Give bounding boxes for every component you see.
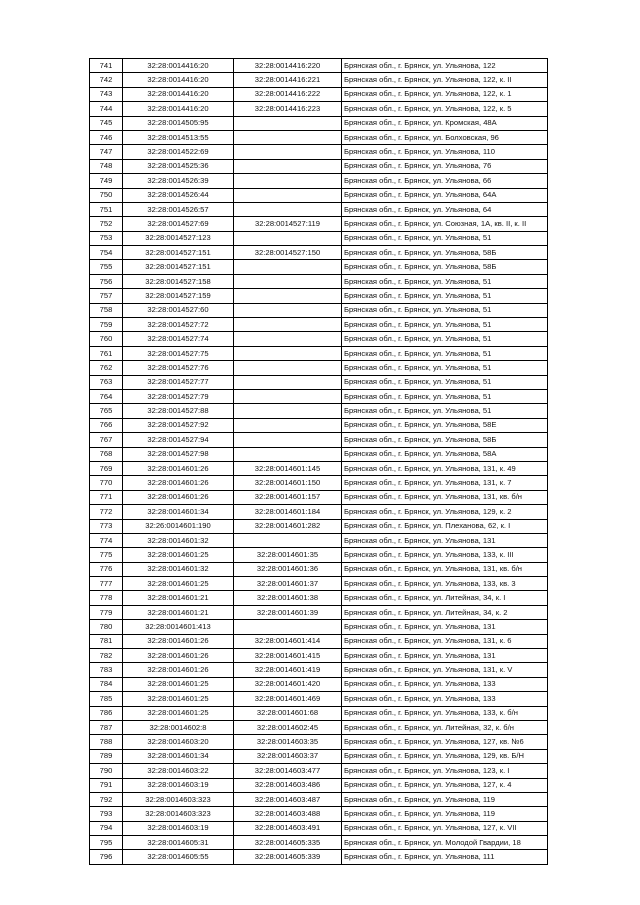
row-number: 786 — [90, 706, 123, 720]
parcel-cadastral-number: 32:28:0014601:25 — [123, 706, 234, 720]
address: Брянская обл., г. Брянск, ул. Ульянова, 131, кв. б/н — [342, 562, 548, 576]
row-number: 790 — [90, 764, 123, 778]
parcel-cadastral-number: 32:28:0014526:57 — [123, 202, 234, 216]
object-cadastral-number — [234, 375, 342, 389]
row-number: 743 — [90, 87, 123, 101]
object-cadastral-number — [234, 318, 342, 332]
object-cadastral-number: 32:28:0014601:37 — [234, 577, 342, 591]
object-cadastral-number: 32:28:0014527:150 — [234, 246, 342, 260]
table-row — [90, 735, 548, 749]
parcel-cadastral-number: 32:28:0014603:20 — [123, 735, 234, 749]
row-number: 779 — [90, 605, 123, 619]
object-cadastral-number — [234, 116, 342, 130]
row-number: 750 — [90, 188, 123, 202]
object-cadastral-number — [234, 346, 342, 360]
row-number: 789 — [90, 749, 123, 763]
parcel-cadastral-number: 32:28:0014605:55 — [123, 850, 234, 864]
address: Брянская обл., г. Брянск, ул. Ульянова, 127, к. VII — [342, 821, 548, 835]
object-cadastral-number: 32:28:0014601:150 — [234, 476, 342, 490]
address: Брянская обл., г. Брянск, ул. Ульянова, 51 — [342, 318, 548, 332]
row-number: 771 — [90, 490, 123, 504]
parcel-cadastral-number: 32:28:0014527:74 — [123, 332, 234, 346]
object-cadastral-number: 32:28:0014416:222 — [234, 87, 342, 101]
address: Брянская обл., г. Брянск, ул. Ульянова, 131, к. 6 — [342, 634, 548, 648]
table-row — [90, 720, 548, 734]
row-number: 748 — [90, 159, 123, 173]
row-number: 756 — [90, 274, 123, 288]
object-cadastral-number — [234, 332, 342, 346]
row-number: 777 — [90, 577, 123, 591]
parcel-cadastral-number: 32:28:0014527:76 — [123, 361, 234, 375]
table-row — [90, 490, 548, 504]
address: Брянская обл., г. Брянск, ул. Ульянова, 58Б — [342, 260, 548, 274]
table-row — [90, 318, 548, 332]
table-row — [90, 605, 548, 619]
row-number: 793 — [90, 807, 123, 821]
address: Брянская обл., г. Брянск, ул. Ульянова, 51 — [342, 361, 548, 375]
table-row — [90, 836, 548, 850]
row-number: 785 — [90, 692, 123, 706]
address: Брянская обл., г. Брянск, ул. Ульянова, 66 — [342, 174, 548, 188]
table-row — [90, 361, 548, 375]
address: Брянская обл., г. Брянск, ул. Ульянова, 51 — [342, 389, 548, 403]
parcel-cadastral-number: 32:28:0014601:26 — [123, 663, 234, 677]
row-number: 788 — [90, 735, 123, 749]
row-number: 776 — [90, 562, 123, 576]
object-cadastral-number: 32:28:0014603:35 — [234, 735, 342, 749]
parcel-cadastral-number: 32:28:0014601:26 — [123, 649, 234, 663]
object-cadastral-number: 32:28:0014603:477 — [234, 764, 342, 778]
object-cadastral-number: 32:28:0014602:45 — [234, 720, 342, 734]
row-number: 753 — [90, 231, 123, 245]
table-row — [90, 792, 548, 806]
address: Брянская обл., г. Брянск, ул. Плеханова, 62, к. I — [342, 519, 548, 533]
address: Брянская обл., г. Брянск, ул. Кромская, 48А — [342, 116, 548, 130]
table-row — [90, 102, 548, 116]
row-number: 766 — [90, 418, 123, 432]
table-row — [90, 807, 548, 821]
parcel-cadastral-number: 32:28:0014527:159 — [123, 289, 234, 303]
parcel-cadastral-number: 32:28:0014601:21 — [123, 591, 234, 605]
parcel-cadastral-number: 32:28:0014527:69 — [123, 217, 234, 231]
table-row — [90, 174, 548, 188]
table-row — [90, 692, 548, 706]
address: Брянская обл., г. Брянск, ул. Ульянова, 58Б — [342, 246, 548, 260]
object-cadastral-number: 32:28:0014603:37 — [234, 749, 342, 763]
table-row — [90, 130, 548, 144]
table-row — [90, 649, 548, 663]
parcel-cadastral-number: 32:28:0014601:34 — [123, 749, 234, 763]
address: Брянская обл., г. Брянск, ул. Молодой Гвардии, 18 — [342, 836, 548, 850]
row-number: 774 — [90, 533, 123, 547]
parcel-cadastral-number: 32:28:0014601:26 — [123, 490, 234, 504]
address: Брянская обл., г. Брянск, ул. Ульянова, 111 — [342, 850, 548, 864]
table-row — [90, 778, 548, 792]
object-cadastral-number: 32:28:0014527:119 — [234, 217, 342, 231]
row-number: 778 — [90, 591, 123, 605]
parcel-cadastral-number: 32:28:0014527:88 — [123, 404, 234, 418]
row-number: 783 — [90, 663, 123, 677]
address: Брянская обл., г. Брянск, ул. Ульянова, 123, к. I — [342, 764, 548, 778]
table-row — [90, 116, 548, 130]
object-cadastral-number: 32:28:0014601:157 — [234, 490, 342, 504]
address: Брянская обл., г. Брянск, ул. Ульянова, 51 — [342, 346, 548, 360]
table-row — [90, 821, 548, 835]
address: Брянская обл., г. Брянск, ул. Литейная, 34, к. 2 — [342, 605, 548, 619]
table-row — [90, 562, 548, 576]
address: Брянская обл., г. Брянск, ул. Ульянова, 127, кв. №6 — [342, 735, 548, 749]
table-row — [90, 246, 548, 260]
object-cadastral-number: 32:28:0014601:419 — [234, 663, 342, 677]
table-row — [90, 591, 548, 605]
parcel-cadastral-number: 32:28:0014601:32 — [123, 562, 234, 576]
row-number: 764 — [90, 389, 123, 403]
object-cadastral-number: 32:28:0014601:469 — [234, 692, 342, 706]
object-cadastral-number: 32:28:0014601:145 — [234, 461, 342, 475]
row-number: 744 — [90, 102, 123, 116]
parcel-cadastral-number: 32:28:0014601:32 — [123, 533, 234, 547]
object-cadastral-number: 32:28:0014603:488 — [234, 807, 342, 821]
parcel-cadastral-number: 32:28:0014603:19 — [123, 778, 234, 792]
object-cadastral-number: 32:28:0014605:339 — [234, 850, 342, 864]
table-row — [90, 202, 548, 216]
row-number: 773 — [90, 519, 123, 533]
parcel-cadastral-number: 32:28:0014602:8 — [123, 720, 234, 734]
address: Брянская обл., г. Брянск, ул. Ульянова, 133 — [342, 677, 548, 691]
address: Брянская обл., г. Брянск, ул. Ульянова, 133, к. б/н — [342, 706, 548, 720]
table-row — [90, 663, 548, 677]
parcel-cadastral-number: 32:28:0014527:72 — [123, 318, 234, 332]
address: Брянская обл., г. Брянск, ул. Ульянова, 127, к. 4 — [342, 778, 548, 792]
table-row — [90, 87, 548, 101]
row-number: 772 — [90, 505, 123, 519]
table-row — [90, 706, 548, 720]
object-cadastral-number: 32:28:0014416:223 — [234, 102, 342, 116]
table-row — [90, 476, 548, 490]
parcel-cadastral-number: 32:28:0014601:25 — [123, 677, 234, 691]
parcel-cadastral-number: 32:28:0014527:75 — [123, 346, 234, 360]
address: Брянская обл., г. Брянск, ул. Ульянова, 51 — [342, 404, 548, 418]
address: Брянская обл., г. Брянск, ул. Ульянова, 51 — [342, 231, 548, 245]
parcel-cadastral-number: 32:28:0014527:151 — [123, 246, 234, 260]
parcel-cadastral-number: 32:28:0014527:92 — [123, 418, 234, 432]
row-number: 796 — [90, 850, 123, 864]
table-row — [90, 447, 548, 461]
row-number: 745 — [90, 116, 123, 130]
row-number: 768 — [90, 447, 123, 461]
row-number: 749 — [90, 174, 123, 188]
object-cadastral-number — [234, 274, 342, 288]
table-row — [90, 274, 548, 288]
object-cadastral-number: 32:28:0014416:221 — [234, 73, 342, 87]
row-number: 754 — [90, 246, 123, 260]
object-cadastral-number — [234, 188, 342, 202]
parcel-cadastral-number: 32:28:0014601:25 — [123, 548, 234, 562]
address: Брянская обл., г. Брянск, ул. Ульянова, 129, кв. Б/Н — [342, 749, 548, 763]
table-row — [90, 159, 548, 173]
table-row — [90, 418, 548, 432]
address: Брянская обл., г. Брянск, ул. Ульянова, 131, к. 7 — [342, 476, 548, 490]
table-row — [90, 332, 548, 346]
row-number: 763 — [90, 375, 123, 389]
object-cadastral-number — [234, 303, 342, 317]
parcel-cadastral-number: 32:28:0014527:98 — [123, 447, 234, 461]
object-cadastral-number — [234, 130, 342, 144]
address: Брянская обл., г. Брянск, ул. Ульянова, 51 — [342, 332, 548, 346]
row-number: 747 — [90, 145, 123, 159]
address: Брянская обл., г. Брянск, ул. Ульянова, 131, к. 49 — [342, 461, 548, 475]
row-number: 767 — [90, 433, 123, 447]
table-row — [90, 217, 548, 231]
object-cadastral-number: 32:28:0014601:414 — [234, 634, 342, 648]
address: Брянская обл., г. Брянск, ул. Ульянова, 131, к. V — [342, 663, 548, 677]
address: Брянская обл., г. Брянск, ул. Ульянова, 133, кв. 3 — [342, 577, 548, 591]
parcel-cadastral-number: 32:28:0014527:77 — [123, 375, 234, 389]
table-row — [90, 59, 548, 73]
address: Брянская обл., г. Брянск, ул. Ульянова, 119 — [342, 792, 548, 806]
table-row — [90, 188, 548, 202]
table-row — [90, 404, 548, 418]
object-cadastral-number: 32:28:0014601:415 — [234, 649, 342, 663]
address: Брянская обл., г. Брянск, ул. Болховская, 96 — [342, 130, 548, 144]
address: Брянская обл., г. Брянск, ул. Ульянова, 129, к. 2 — [342, 505, 548, 519]
row-number: 787 — [90, 720, 123, 734]
object-cadastral-number: 32:28:0014603:491 — [234, 821, 342, 835]
parcel-cadastral-number: 32:28:0014527:151 — [123, 260, 234, 274]
table-row — [90, 634, 548, 648]
row-number: 757 — [90, 289, 123, 303]
table-body — [90, 59, 548, 865]
parcel-cadastral-number: 32:28:0014416:20 — [123, 73, 234, 87]
address: Брянская обл., г. Брянск, ул. Литейная, 32, к. б/н — [342, 720, 548, 734]
parcel-cadastral-number: 32:28:0014601:34 — [123, 505, 234, 519]
row-number: 781 — [90, 634, 123, 648]
object-cadastral-number — [234, 361, 342, 375]
parcel-cadastral-number: 32:28:0014601:413 — [123, 620, 234, 634]
address: Брянская обл., г. Брянск, ул. Ульянова, 122, к. 1 — [342, 87, 548, 101]
table-row — [90, 73, 548, 87]
parcel-cadastral-number: 32:28:0014416:20 — [123, 102, 234, 116]
table-row — [90, 260, 548, 274]
row-number: 755 — [90, 260, 123, 274]
table-row — [90, 620, 548, 634]
parcel-cadastral-number: 32:28:0014601:26 — [123, 634, 234, 648]
row-number: 758 — [90, 303, 123, 317]
parcel-cadastral-number: 32:28:0014527:158 — [123, 274, 234, 288]
parcel-cadastral-number: 32:28:0014525:36 — [123, 159, 234, 173]
row-number: 795 — [90, 836, 123, 850]
row-number: 792 — [90, 792, 123, 806]
parcel-cadastral-number: 32:28:0014527:60 — [123, 303, 234, 317]
parcel-cadastral-number: 32:26:0014601:190 — [123, 519, 234, 533]
row-number: 746 — [90, 130, 123, 144]
parcel-cadastral-number: 32:28:0014603:22 — [123, 764, 234, 778]
table-row — [90, 677, 548, 691]
table-row — [90, 389, 548, 403]
parcel-cadastral-number: 32:28:0014601:26 — [123, 461, 234, 475]
address: Брянская обл., г. Брянск, ул. Союзная, 1А, кв. II, к. II — [342, 217, 548, 231]
parcel-cadastral-number: 32:28:0014513:55 — [123, 130, 234, 144]
table-row — [90, 548, 548, 562]
address: Брянская обл., г. Брянск, ул. Ульянова, 133 — [342, 692, 548, 706]
object-cadastral-number: 32:28:0014605:335 — [234, 836, 342, 850]
address: Брянская обл., г. Брянск, ул. Ульянова, 122 — [342, 59, 548, 73]
parcel-cadastral-number: 32:28:0014526:44 — [123, 188, 234, 202]
address: Брянская обл., г. Брянск, ул. Ульянова, 131 — [342, 649, 548, 663]
parcel-cadastral-number: 32:28:0014601:25 — [123, 577, 234, 591]
row-number: 765 — [90, 404, 123, 418]
object-cadastral-number: 32:28:0014601:35 — [234, 548, 342, 562]
parcel-cadastral-number: 32:28:0014522:69 — [123, 145, 234, 159]
object-cadastral-number: 32:28:0014416:220 — [234, 59, 342, 73]
table-row — [90, 231, 548, 245]
address: Брянская обл., г. Брянск, ул. Ульянова, 58Б — [342, 433, 548, 447]
address: Брянская обл., г. Брянск, ул. Ульянова, 76 — [342, 159, 548, 173]
address: Брянская обл., г. Брянск, ул. Ульянова, 64 — [342, 202, 548, 216]
address: Брянская обл., г. Брянск, ул. Ульянова, 133, к. III — [342, 548, 548, 562]
object-cadastral-number — [234, 389, 342, 403]
table-row — [90, 375, 548, 389]
parcel-cadastral-number: 32:28:0014603:323 — [123, 807, 234, 821]
row-number: 775 — [90, 548, 123, 562]
address: Брянская обл., г. Брянск, ул. Ульянова, 51 — [342, 303, 548, 317]
address: Брянская обл., г. Брянск, ул. Ульянова, 122, к. II — [342, 73, 548, 87]
object-cadastral-number: 32:28:0014603:486 — [234, 778, 342, 792]
table-row — [90, 519, 548, 533]
address: Брянская обл., г. Брянск, ул. Ульянова, 131 — [342, 533, 548, 547]
parcel-cadastral-number: 32:28:0014527:94 — [123, 433, 234, 447]
table-row — [90, 505, 548, 519]
object-cadastral-number: 32:28:0014603:487 — [234, 792, 342, 806]
object-cadastral-number — [234, 145, 342, 159]
address: Брянская обл., г. Брянск, ул. Ульянова, 131, кв. б/н — [342, 490, 548, 504]
table-row — [90, 533, 548, 547]
object-cadastral-number — [234, 289, 342, 303]
address: Брянская обл., г. Брянск, ул. Ульянова, 58А — [342, 447, 548, 461]
address: Брянская обл., г. Брянск, ул. Ульянова, 51 — [342, 375, 548, 389]
table-row — [90, 850, 548, 864]
table-row — [90, 433, 548, 447]
object-cadastral-number — [234, 404, 342, 418]
parcel-cadastral-number: 32:28:0014505:95 — [123, 116, 234, 130]
row-number: 762 — [90, 361, 123, 375]
parcel-cadastral-number: 32:28:0014603:323 — [123, 792, 234, 806]
parcel-cadastral-number: 32:28:0014416:20 — [123, 59, 234, 73]
row-number: 770 — [90, 476, 123, 490]
parcel-cadastral-number: 32:28:0014527:123 — [123, 231, 234, 245]
parcel-cadastral-number: 32:28:0014526:39 — [123, 174, 234, 188]
table-row — [90, 749, 548, 763]
row-number: 780 — [90, 620, 123, 634]
object-cadastral-number — [234, 433, 342, 447]
parcel-cadastral-number: 32:28:0014605:31 — [123, 836, 234, 850]
table-row — [90, 303, 548, 317]
row-number: 769 — [90, 461, 123, 475]
parcel-cadastral-number: 32:28:0014416:20 — [123, 87, 234, 101]
address: Брянская обл., г. Брянск, ул. Ульянова, 131 — [342, 620, 548, 634]
table-row — [90, 461, 548, 475]
row-number: 794 — [90, 821, 123, 835]
address: Брянская обл., г. Брянск, ул. Ульянова, 122, к. 5 — [342, 102, 548, 116]
parcel-cadastral-number: 32:28:0014601:26 — [123, 476, 234, 490]
object-cadastral-number: 32:28:0014601:38 — [234, 591, 342, 605]
row-number: 784 — [90, 677, 123, 691]
address: Брянская обл., г. Брянск, ул. Ульянова, 64А — [342, 188, 548, 202]
object-cadastral-number: 32:28:0014601:68 — [234, 706, 342, 720]
parcel-cadastral-number: 32:28:0014603:19 — [123, 821, 234, 835]
row-number: 782 — [90, 649, 123, 663]
table-row — [90, 577, 548, 591]
object-cadastral-number — [234, 447, 342, 461]
row-number: 741 — [90, 59, 123, 73]
address: Брянская обл., г. Брянск, ул. Литейная, 34, к. I — [342, 591, 548, 605]
row-number: 791 — [90, 778, 123, 792]
object-cadastral-number — [234, 202, 342, 216]
address: Брянская обл., г. Брянск, ул. Ульянова, 51 — [342, 274, 548, 288]
object-cadastral-number — [234, 231, 342, 245]
parcel-cadastral-number: 32:28:0014527:79 — [123, 389, 234, 403]
row-number: 759 — [90, 318, 123, 332]
object-cadastral-number — [234, 620, 342, 634]
row-number: 760 — [90, 332, 123, 346]
address: Брянская обл., г. Брянск, ул. Ульянова, 58Е — [342, 418, 548, 432]
row-number: 742 — [90, 73, 123, 87]
object-cadastral-number: 32:28:0014601:36 — [234, 562, 342, 576]
address: Брянская обл., г. Брянск, ул. Ульянова, 51 — [342, 289, 548, 303]
object-cadastral-number — [234, 174, 342, 188]
table-row — [90, 346, 548, 360]
object-cadastral-number: 32:28:0014601:39 — [234, 605, 342, 619]
address: Брянская обл., г. Брянск, ул. Ульянова, 110 — [342, 145, 548, 159]
object-cadastral-number — [234, 418, 342, 432]
row-number: 751 — [90, 202, 123, 216]
object-cadastral-number — [234, 260, 342, 274]
row-number: 752 — [90, 217, 123, 231]
object-cadastral-number: 32:28:0014601:184 — [234, 505, 342, 519]
table-row — [90, 764, 548, 778]
table-row — [90, 145, 548, 159]
parcel-cadastral-number: 32:28:0014601:25 — [123, 692, 234, 706]
cadastral-table — [89, 58, 548, 865]
object-cadastral-number: 32:28:0014601:282 — [234, 519, 342, 533]
table-row — [90, 289, 548, 303]
object-cadastral-number: 32:28:0014601:420 — [234, 677, 342, 691]
address: Брянская обл., г. Брянск, ул. Ульянова, 119 — [342, 807, 548, 821]
row-number: 761 — [90, 346, 123, 360]
parcel-cadastral-number: 32:28:0014601:21 — [123, 605, 234, 619]
object-cadastral-number — [234, 533, 342, 547]
object-cadastral-number — [234, 159, 342, 173]
